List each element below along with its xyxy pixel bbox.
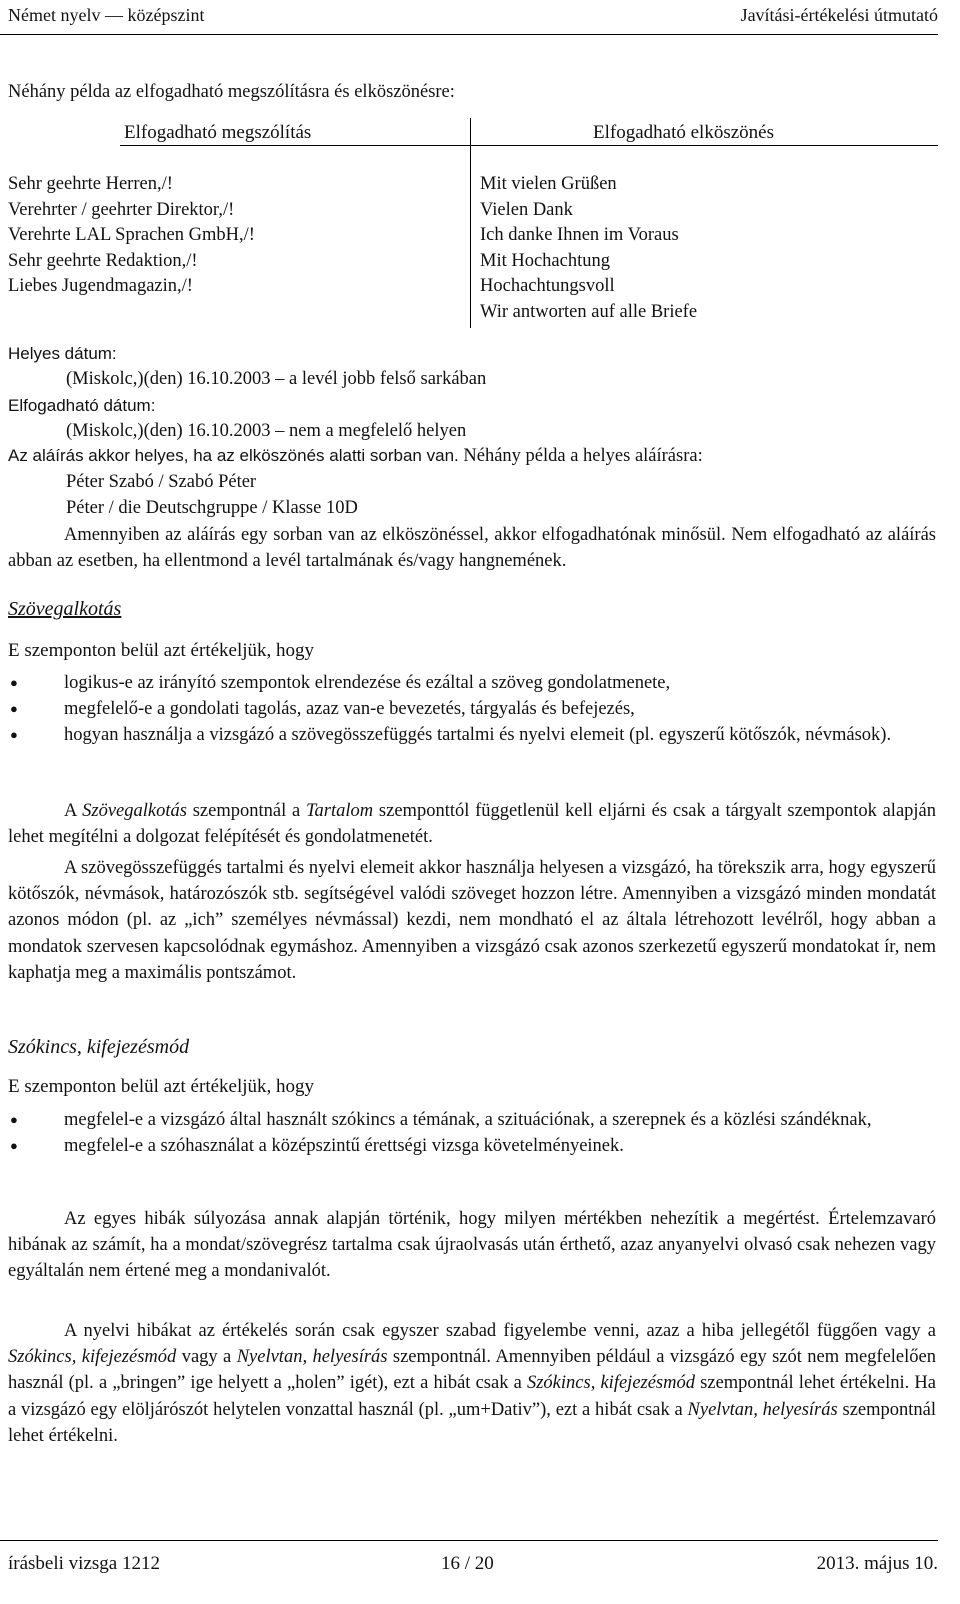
section-title-szokincs: Szókincs, kifejezésmód [8,1036,190,1058]
list-item: ● megfelel-e a vizsgázó által használt szókincs a témának, a szituációnak, a szerepnek és a közlési szándéknak, [8,1107,938,1133]
signature-rule-sans: Az aláírás akkor helyes, ha az elköszönés alatti sorban van. [8,446,459,465]
footer-date: 2013. május 10. [816,1553,938,1574]
correct-date-value: (Miskolc,)(den) 16.10.2003 – a levél jobb felső sarkában [66,369,487,389]
page-footer [0,1540,938,1604]
footer-exam-code: írásbeli vizsga 1212 [8,1553,160,1574]
page-header [0,0,938,35]
szovegalkotas-paragraph-2: A szövegösszefüggés tartalmi és nyelvi elemeit akkor használja helyesen a vizsgázó, ha törekszik arra, hogy egyszerű kötőszók, névmások, határozószók stb. segítségével valódi szöveget hozzon létre. Amennyiben a vizsgázó minden mondatát azonos módon (pl. az „ich” személyes névmással) kezdi, nem mondható el az általa létrehozott levélről, hogy abban a mondatok szervesen kapcsolódnak egymáshoz. Amennyiben a vizsgázó csak azonos szerkezetű egyszerű mondatokat ír, nem kaphatja meg a maximális pontszámot. [8,858,936,983]
greeting-item: Sehr geehrte Herren,/! [8,174,173,194]
greeting-item: Verehrte LAL Sprachen GmbH,/! [8,225,255,246]
list-item: ● logikus-e az irányító szempontok elrendezése és ezáltal a szöveg gondolatmenete, [8,670,938,696]
acceptable-date-label: Elfogadható dátum: [8,396,156,415]
signature-note: Amennyiben az aláírás egy sorban van az elköszönéssel, akkor elfogadhatónak minősül. Nem elfogadható az aláírás abban az esetben, ha ellentmond a levél tartalmának és/vagy hangnemének. [8,525,936,571]
signature-example-2: Péter / die Deutschgruppe / Klasse 10D [66,498,358,518]
szokincs-bullets [8,1107,938,1159]
greetings-list [8,172,255,300]
szovegalkotas-bullets [8,670,938,749]
greeting-item: Sehr geehrte Redaktion,/! [8,250,198,271]
closing-item: Ich danke Ihnen im Voraus [480,225,679,246]
signature-rule-serif: Néhány példa a helyes aláírásra: [458,446,703,466]
signature-rule [8,446,703,467]
closing-item: Wir antworten auf alle Briefe [480,301,698,322]
header-subject: Német nyelv — középszint [8,5,205,25]
section-title-szovegalkotas: Szövegalkotás [8,598,122,620]
table-divider [470,118,471,328]
szokincs-intro: E szemponton belül azt értékeljük, hogy [8,1076,315,1097]
signature-example-1: Péter Szabó / Szabó Péter [66,472,257,492]
greetings-header: Elfogadható megszólítás [124,122,312,143]
closing-item: Mit Hochachtung [480,250,610,271]
list-item: ● megfelelő-e a gondolati tagolás, azaz van-e bevezetés, tárgyalás és befejezés, [8,696,938,722]
examples-intro: Néhány példa az elfogadható megszólításra és elköszönésre: [8,82,455,102]
closing-item: Hochachtungsvoll [480,276,615,297]
list-item: ● megfelel-e a szóhasználat a középszintű érettségi vizsga követelményeinek. [8,1133,938,1159]
greeting-item: Liebes Jugendmagazin,/! [8,276,193,297]
closings-list [480,172,697,326]
correct-date-label: Helyes dátum: [8,344,117,363]
szovegalkotas-paragraph-1: A Szövegalkotás szempontnál a Tartalom szemponttól függetlenül kell eljárni és csak a tárgyalt szempontok alapján lehet megítélni a dolgozat felépítését és gondolatmenetét. [8,801,937,848]
table-header-rule [120,145,938,146]
closing-item: Vielen Dank [480,199,573,220]
closing-item: Mit vielen Grüßen [480,174,617,194]
header-doc-title: Javítási-értékelési útmutató [740,5,938,25]
footer-page-number: 16 / 20 [441,1553,494,1574]
szokincs-paragraph-2: A nyelvi hibákat az értékelés során csak egyszer szabad figyelembe venni, azaz a hiba jellegétől függően vagy a Szókincs, kifejezésmód vagy a Nyelvtan, helyesírás szempontnál. Amennyiben például a vizsgázó egy szót nem megfelelően használ (pl. a „bringen” ige helyett a „holen” igét), ezt a hibát csak a Szókincs, kifejezésmód szempontnál lehet értékelni. Ha a vizsgázó egy elöljárószót helytelen vonzattal használ (pl. „um+Dativ”), ezt a hibát csak a Nyelvtan, helyesírás szempontnál lehet értékelni. [8,1321,936,1446]
szovegalkotas-intro: E szemponton belül azt értékeljük, hogy [8,640,315,661]
acceptable-date-value: (Miskolc,)(den) 16.10.2003 – nem a megfelelő helyen [66,421,467,441]
closings-header: Elfogadható elköszönés [593,122,774,143]
greeting-item: Verehrter / geehrter Direktor,/! [8,199,235,220]
list-item: ● hogyan használja a vizsgázó a szövegösszefüggés tartalmi és nyelvi elemeit (pl. egyszerű kötőszók, névmások). [8,722,938,748]
szokincs-paragraph-1: Az egyes hibák súlyozása annak alapján történik, hogy milyen mértékben nehezítik a megértést. Értelemzavaró hibának az számít, ha a mondat/szövegrész tartalma csak újraolvasás után érthető, azaz anyanyelvi olvasó csak nehezen vagy egyáltalán nem értené meg a mondanivalót. [8,1209,936,1282]
